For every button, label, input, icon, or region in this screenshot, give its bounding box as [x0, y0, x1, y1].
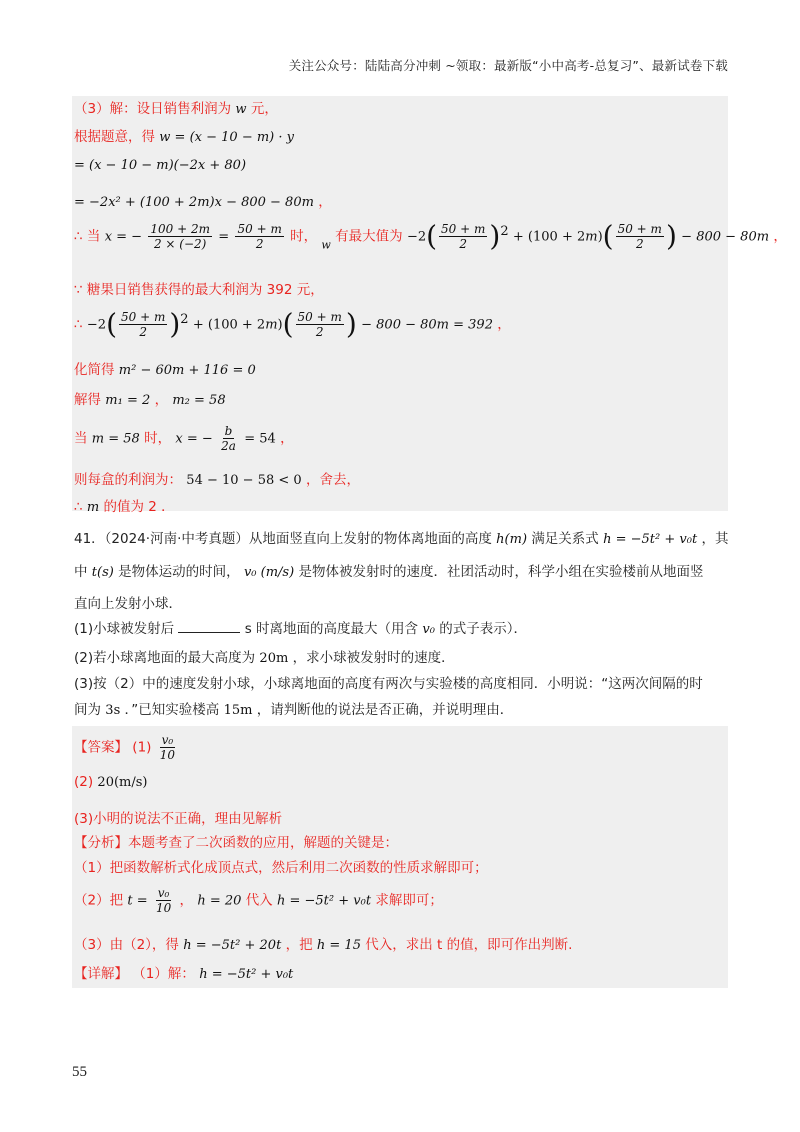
solution-line-6: ∵ 糖果日销售获得的最大利润为 392 元， — [74, 282, 324, 298]
question-line-3: 直向上发射小球． — [74, 596, 182, 612]
fraction: $\frac{100 + 2m}{2 \times (-2)}$ — [150, 222, 210, 251]
solution-line-5: ∴ 当 x = − $\frac{100 + 2m}{2 \times (-2)}$ = $\frac{50 + m}{2}$ 时， $_w$ 有最大值为 −2( $\frac{50 + m}{2}$ )$^2$ + (100 + 2m)( $\frac{50 + m}{2}$ ) − 800 − 80m ， — [74, 219, 787, 253]
fraction: $\frac{b}{2a}$ — [221, 424, 236, 453]
solution-line-12: ∴ m 的值为 2 ． — [74, 499, 175, 515]
fraction: $\frac{50 + m}{2}$ — [237, 222, 282, 251]
solution-line-11: 则每盒的利润为： 54 − 10 − 58 < 0 ，舍去， — [74, 472, 360, 488]
solution-line-8: 化简得 m² − 60m + 116 = 0 — [74, 362, 256, 378]
solution-line-9: 解得 m₁ = 2 ， m₂ = 58 — [74, 392, 226, 408]
fraction: $\frac{50 + m}{2}$ — [617, 222, 662, 251]
question-line-2: 中 t(s) 是物体运动的时间， v₀ (m/s) 是物体被发射时的速度．社团活动时，科学小组在实验楼前从地面竖 — [74, 564, 704, 580]
answer-line-1: 【答案】 (1) $\frac{\text{v₀}}{10}$ — [74, 733, 175, 762]
question-line-1: 41．（2024·河南·中考真题）从地面竖直向上发射的物体离地面的高度 h(m) 满足关系式 h = −5t² + v₀t ，其 — [74, 531, 729, 547]
page-header: 关注公众号：陆陆高分冲刺 ~领取：最新版“小中高考-总复习”、最新试卷下载 — [288, 58, 728, 73]
fraction: $\frac{\text{v₀}}{10}$ — [159, 733, 175, 762]
solution-line-3: = (x − 10 − m)(−2x + 80) — [74, 158, 247, 173]
fraction: $\frac{50 + m}{2}$ — [441, 222, 486, 251]
fraction: $\frac{50 + m}{2}$ — [297, 310, 342, 339]
analysis-line-2: （2）把 t = $\frac{\text{v₀}}{10}$ ， h = 20 代入 h = −5t² + v₀t 求解即可； — [74, 886, 443, 915]
fraction: $\frac{50 + m}{2}$ — [121, 310, 166, 339]
analysis-line-1: （1）把函数解析式化成顶点式，然后利用二次函数的性质求解即可； — [74, 860, 488, 876]
analysis-heading: 【分析】本题考查了二次函数的应用，解题的关键是： — [74, 835, 398, 851]
analysis-line-3: （3）由（2），得 h = −5t² + 20t ，把 h = 15 代入，求出 t 的值，即可作出判断. — [74, 937, 573, 953]
solution-line-1: （3）解：设日销售利润为 w 元， — [74, 101, 278, 117]
question-part-2: (2)若小球离地面的最大高度为 20m ，求小球被发射时的速度． — [74, 650, 455, 666]
solution-line-7: ∴ −2( $\frac{50 + m}{2}$ )$^2$ + (100 + 2m)( $\frac{50 + m}{2}$ ) − 800 − 80m = 392 ， — [74, 307, 511, 341]
question-part-3b: 间为 3s ．”已知实验楼高 15m ，请判断他的说法是否正确，并说明理由． — [74, 702, 514, 718]
question-part-1: (1)小球被发射后 s 时离地面的高度最大（用含 v₀ 的式子表示）． — [74, 621, 527, 637]
detail-line: 【详解】 （1）解： h = −5t² + v₀t — [74, 966, 294, 982]
answer-blank[interactable] — [178, 620, 240, 633]
solution-line-2: 根据题意，得 w = (x − 10 − m) · y — [74, 129, 294, 145]
solution-line-10: 当 m = 58 时， x = − $\frac{b}{2a}$ = 54 ， — [74, 424, 294, 453]
answer-line-3: (3)小明的说法不正确，理由见解析 — [74, 811, 283, 827]
answer-line-2: (2) 20(m/s) — [74, 774, 148, 790]
question-part-3a: (3)按（2）中的速度发射小球，小球离地面的高度有两次与实验楼的高度相同．小明说：“这两次间隔的时 — [74, 676, 703, 692]
solution-line-4: = −2x² + (100 + 2m)x − 800 − 80m ， — [74, 194, 332, 210]
fraction: $\frac{\text{v₀}}{10}$ — [155, 886, 172, 915]
page-number: 55 — [72, 1064, 87, 1080]
